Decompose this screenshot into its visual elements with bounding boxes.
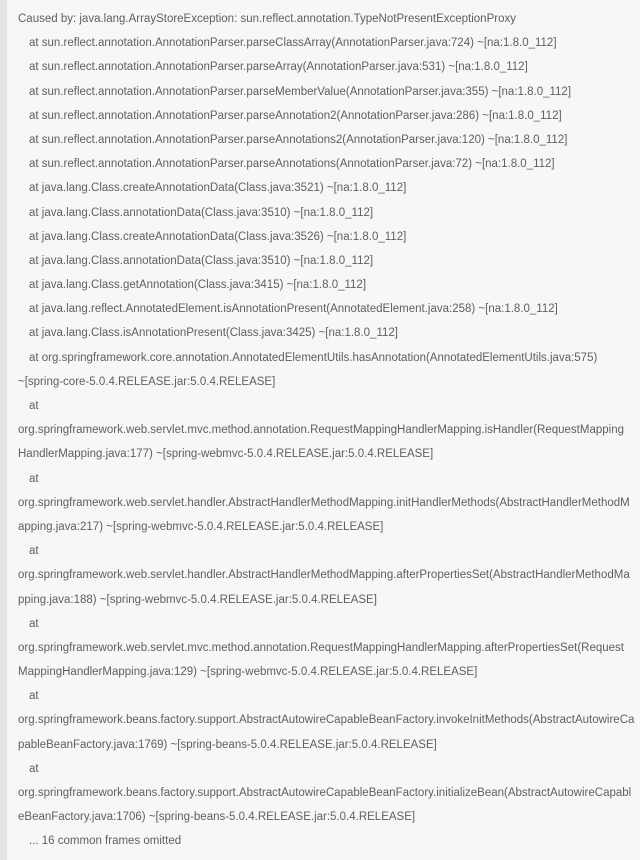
stack-trace-line: ~[spring-core-5.0.4.RELEASE.jar:5.0.4.RELEASE]: [18, 375, 276, 388]
stack-trace-line: org.springframework.web.servlet.handler.AbstractHandlerMethodMapping.afterPropertiesSet(AbstractHandlerMethodMa: [18, 569, 630, 582]
stack-trace-line: at: [29, 472, 39, 485]
stack-trace-line: org.springframework.web.servlet.handler.AbstractHandlerMethodMapping.initHandlerMethods(AbstractHandlerMethodM: [18, 496, 630, 509]
stack-trace-line: at: [29, 400, 39, 412]
stack-trace-line: HandlerMapping.java:177) ~[spring-webmvc-5.0.4.RELEASE.jar:5.0.4.RELEASE]: [18, 448, 434, 461]
stack-trace-line: at sun.reflect.annotation.AnnotationParser.parseClassArray(AnnotationParser.java:724) ~[na:1.8.0_112]: [29, 37, 557, 50]
stack-trace-line: at: [29, 690, 39, 703]
stack-trace-line: org.springframework.web.servlet.mvc.method.annotation.RequestMappingHandlerMapping.isHandler(RequestMapping: [18, 424, 624, 437]
stack-trace-line: at java.lang.reflect.AnnotatedElement.isAnnotationPresent(AnnotatedElement.java:258) ~[na:1.8.0_112]: [29, 303, 558, 316]
stack-trace-line: at sun.reflect.annotation.AnnotationParser.parseArray(AnnotationParser.java:531) ~[na:1.8.0_112]: [29, 61, 528, 74]
stack-trace-line: at: [29, 762, 39, 775]
stack-trace-line: org.springframework.beans.factory.support.AbstractAutowireCapableBeanFactory.invokeInitMethods(AbstractAutowireCa: [18, 714, 635, 727]
stack-trace-line: at org.springframework.core.annotation.AnnotatedElementUtils.hasAnnotation(AnnotatedElementUtils.java:575): [29, 351, 598, 364]
stack-trace-line: at: [29, 545, 39, 558]
stack-trace-line: at java.lang.Class.createAnnotationData(Class.java:3521) ~[na:1.8.0_112]: [29, 182, 407, 195]
stack-trace-line: at sun.reflect.annotation.AnnotationParser.parseMemberValue(AnnotationParser.java:355) ~[na:1.8.0_112]: [29, 85, 572, 98]
stack-trace-line: at java.lang.Class.getAnnotation(Class.java:3415) ~[na:1.8.0_112]: [29, 279, 367, 292]
stack-trace-lines: [18, 7, 640, 854]
stack-trace-line: at sun.reflect.annotation.AnnotationParser.parseAnnotation2(AnnotationParser.java:286) ~[na:1.8.0_112]: [29, 109, 562, 122]
stack-trace-line: org.springframework.web.servlet.mvc.method.annotation.RequestMappingHandlerMapping.afterPropertiesSet(Request: [18, 641, 624, 654]
stack-trace-line: org.springframework.beans.factory.support.AbstractAutowireCapableBeanFactory.initializeBean(AbstractAutowireCapabl: [18, 787, 632, 799]
stack-trace-line: at java.lang.Class.isAnnotationPresent(Class.java:3425) ~[na:1.8.0_112]: [29, 327, 398, 340]
blockquote-border: [0, 0, 7, 860]
stack-trace-line: at: [29, 617, 39, 630]
stack-trace-line: ... 16 common frames omitted: [29, 835, 182, 848]
stack-trace-line: at java.lang.Class.annotationData(Class.java:3510) ~[na:1.8.0_112]: [29, 254, 374, 267]
stack-trace-line: pableBeanFactory.java:1769) ~[spring-beans-5.0.4.RELEASE.jar:5.0.4.RELEASE]: [18, 738, 437, 751]
stack-trace-line: pping.java:188) ~[spring-webmvc-5.0.4.RELEASE.jar:5.0.4.RELEASE]: [18, 593, 377, 606]
stack-trace-line: eBeanFactory.java:1706) ~[spring-beans-5.0.4.RELEASE.jar:5.0.4.RELEASE]: [18, 811, 416, 824]
stack-trace-line: Caused by: java.lang.ArrayStoreException: sun.reflect.annotation.TypeNotPresentExceptionProxy: [18, 13, 516, 25]
stack-trace-line: at java.lang.Class.annotationData(Class.java:3510) ~[na:1.8.0_112]: [29, 206, 374, 219]
stack-trace-line: apping.java:217) ~[spring-webmvc-5.0.4.RELEASE.jar:5.0.4.RELEASE]: [18, 520, 384, 533]
stack-trace-line: MappingHandlerMapping.java:129) ~[spring-webmvc-5.0.4.RELEASE.jar:5.0.4.RELEASE]: [18, 666, 478, 679]
stack-trace-line: at sun.reflect.annotation.AnnotationParser.parseAnnotations2(AnnotationParser.java:120) ~[na:1.8.0_112]: [29, 133, 568, 146]
stack-trace-line: at sun.reflect.annotation.AnnotationParser.parseAnnotations(AnnotationParser.java:72) ~[na:1.8.0_112]: [29, 158, 555, 171]
stack-trace-line: at java.lang.Class.createAnnotationData(Class.java:3526) ~[na:1.8.0_112]: [29, 230, 407, 243]
